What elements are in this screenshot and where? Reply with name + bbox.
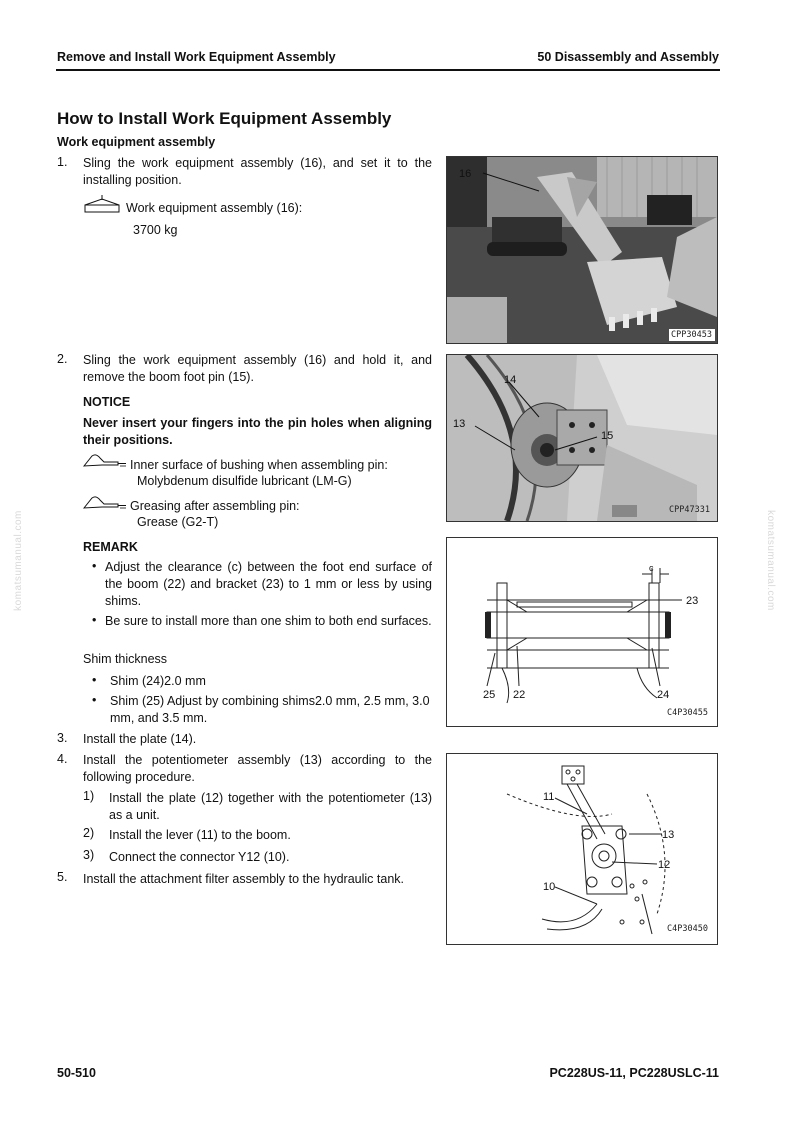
svg-text:13: 13 [453,418,466,430]
substep-3-text: Connect the connector Y12 (10). [109,850,290,864]
step-3-text: Install the plate (14). [83,732,197,746]
watermark-left: komatsumanual.com [12,510,24,611]
figure-2-callout-14 [502,371,524,387]
figure-4-callout-11 [541,788,563,804]
svg-text:23: 23 [686,595,699,607]
shim-bullet-2: Shim (25) Adjust by combining shims2.0 mm, 2.5 mm, 3.0 mm, and 3.5 mm. [110,694,430,725]
svg-text:11: 11 [543,791,555,803]
figure-3-callout-24 [655,686,677,702]
lubricant-2-line2: Grease (G2-T) [137,515,219,529]
shim-bullet-1: Shim (24)2.0 mm [110,674,206,688]
lubricant-1-line1: Inner surface of bushing when assembling pin: [130,458,388,472]
step-1-text: Sling the work equipment assembly (16), and set it to the installing position. [83,156,432,187]
notice-title: NOTICE [83,395,131,409]
lubricant-icon [82,452,128,468]
remark-bullet-1-dot: • [92,559,97,573]
header-rule [56,69,720,71]
svg-text:16: 16 [459,168,472,180]
step-3-number: 3. [57,731,68,745]
svg-text:24: 24 [657,689,670,701]
remark-bullet-1: Adjust the clearance (c) between the foot end surface of the boom (22) and bracket (23) to 1 mm or less by using shims. [105,560,432,608]
step-4-text: Install the potentiometer assembly (13) according to the following procedure. [83,753,432,784]
figure-2-photo [446,354,718,522]
step-2-text: Sling the work equipment assembly (16) and hold it, and remove the boom foot pin (15). [83,353,432,384]
figure-2-callout-13 [451,415,473,431]
figure-1-image [447,157,717,343]
notice-text: Never insert your fingers into the pin holes when aligning their positions. [83,416,432,447]
figure-4-callout-12 [656,856,678,872]
svg-text:25: 25 [483,689,496,701]
figure-4-code: C4P30450 [667,924,708,934]
figure-3-callout-25 [481,686,503,702]
page-title: How to Install Work Equipment Assembly [57,109,392,128]
footer-model: PC228US-11, PC228USLC-11 [549,1066,719,1080]
shim-bullet-2-dot: • [92,693,97,707]
substep-1-text: Install the plate (12) together with the potentiometer (13) as a unit. [109,791,432,822]
shim-thickness-title: Shim thickness [83,652,168,666]
substep-3-number: 3) [83,848,95,862]
figure-2-image [447,355,717,521]
weight-value: 3700 kg [133,223,178,237]
figure-2-callout-15 [599,427,621,443]
remark-bullet-2-dot: • [92,613,97,627]
figure-3-callout-22 [511,686,533,702]
watermark-right: komatsumanual.com [764,510,776,611]
header-chapter-title: 50 Disassembly and Assembly [537,50,719,64]
svg-text:12: 12 [658,859,671,871]
remark-bullet-2: Be sure to install more than one shim to both end surfaces. [105,614,432,628]
substep-2-number: 2) [83,826,95,840]
shim-bullet-1-dot: • [92,673,97,687]
step-2-number: 2. [57,352,68,366]
svg-text:15: 15 [601,430,614,442]
svg-text:13: 13 [662,829,675,841]
figure-4-callout-13 [660,826,682,842]
step-5-number: 5. [57,870,68,884]
svg-text:10: 10 [543,881,556,893]
step-4-number: 4. [57,752,68,766]
figure-3-code: C4P30455 [667,708,708,718]
weight-icon [82,194,122,214]
figure-1-callout-16 [457,165,487,181]
weight-label: Work equipment assembly (16): [126,201,303,215]
step-5-text: Install the attachment filter assembly to the hydraulic tank. [83,872,404,886]
svg-text:c: c [649,563,654,573]
svg-text:22: 22 [513,689,526,701]
figure-1-code: CPP30453 [671,330,712,340]
figure-2-code: CPP47331 [669,505,710,515]
substep-2-text: Install the lever (11) to the boom. [109,828,291,842]
figure-4-drawing [446,753,718,945]
header-section-title: Remove and Install Work Equipment Assembly [57,50,336,64]
grease-icon [82,494,128,510]
step-1-number: 1. [57,155,68,169]
substep-1-number: 1) [83,789,95,803]
footer-page-number: 50-510 [57,1066,96,1080]
remark-title: REMARK [83,540,138,554]
lubricant-1-line2: Molybdenum disulfide lubricant (LM-G) [137,474,352,488]
figure-1-photo [446,156,718,344]
page-subtitle: Work equipment assembly [57,135,216,149]
figure-4-callout-10 [541,878,563,894]
svg-text:14: 14 [504,374,517,386]
figure-4-image [447,754,717,944]
figure-3-drawing [446,537,718,727]
figure-3-callout-c [647,561,661,575]
figure-3-callout-23 [684,592,706,608]
lubricant-2-line1: Greasing after assembling pin: [130,499,300,513]
